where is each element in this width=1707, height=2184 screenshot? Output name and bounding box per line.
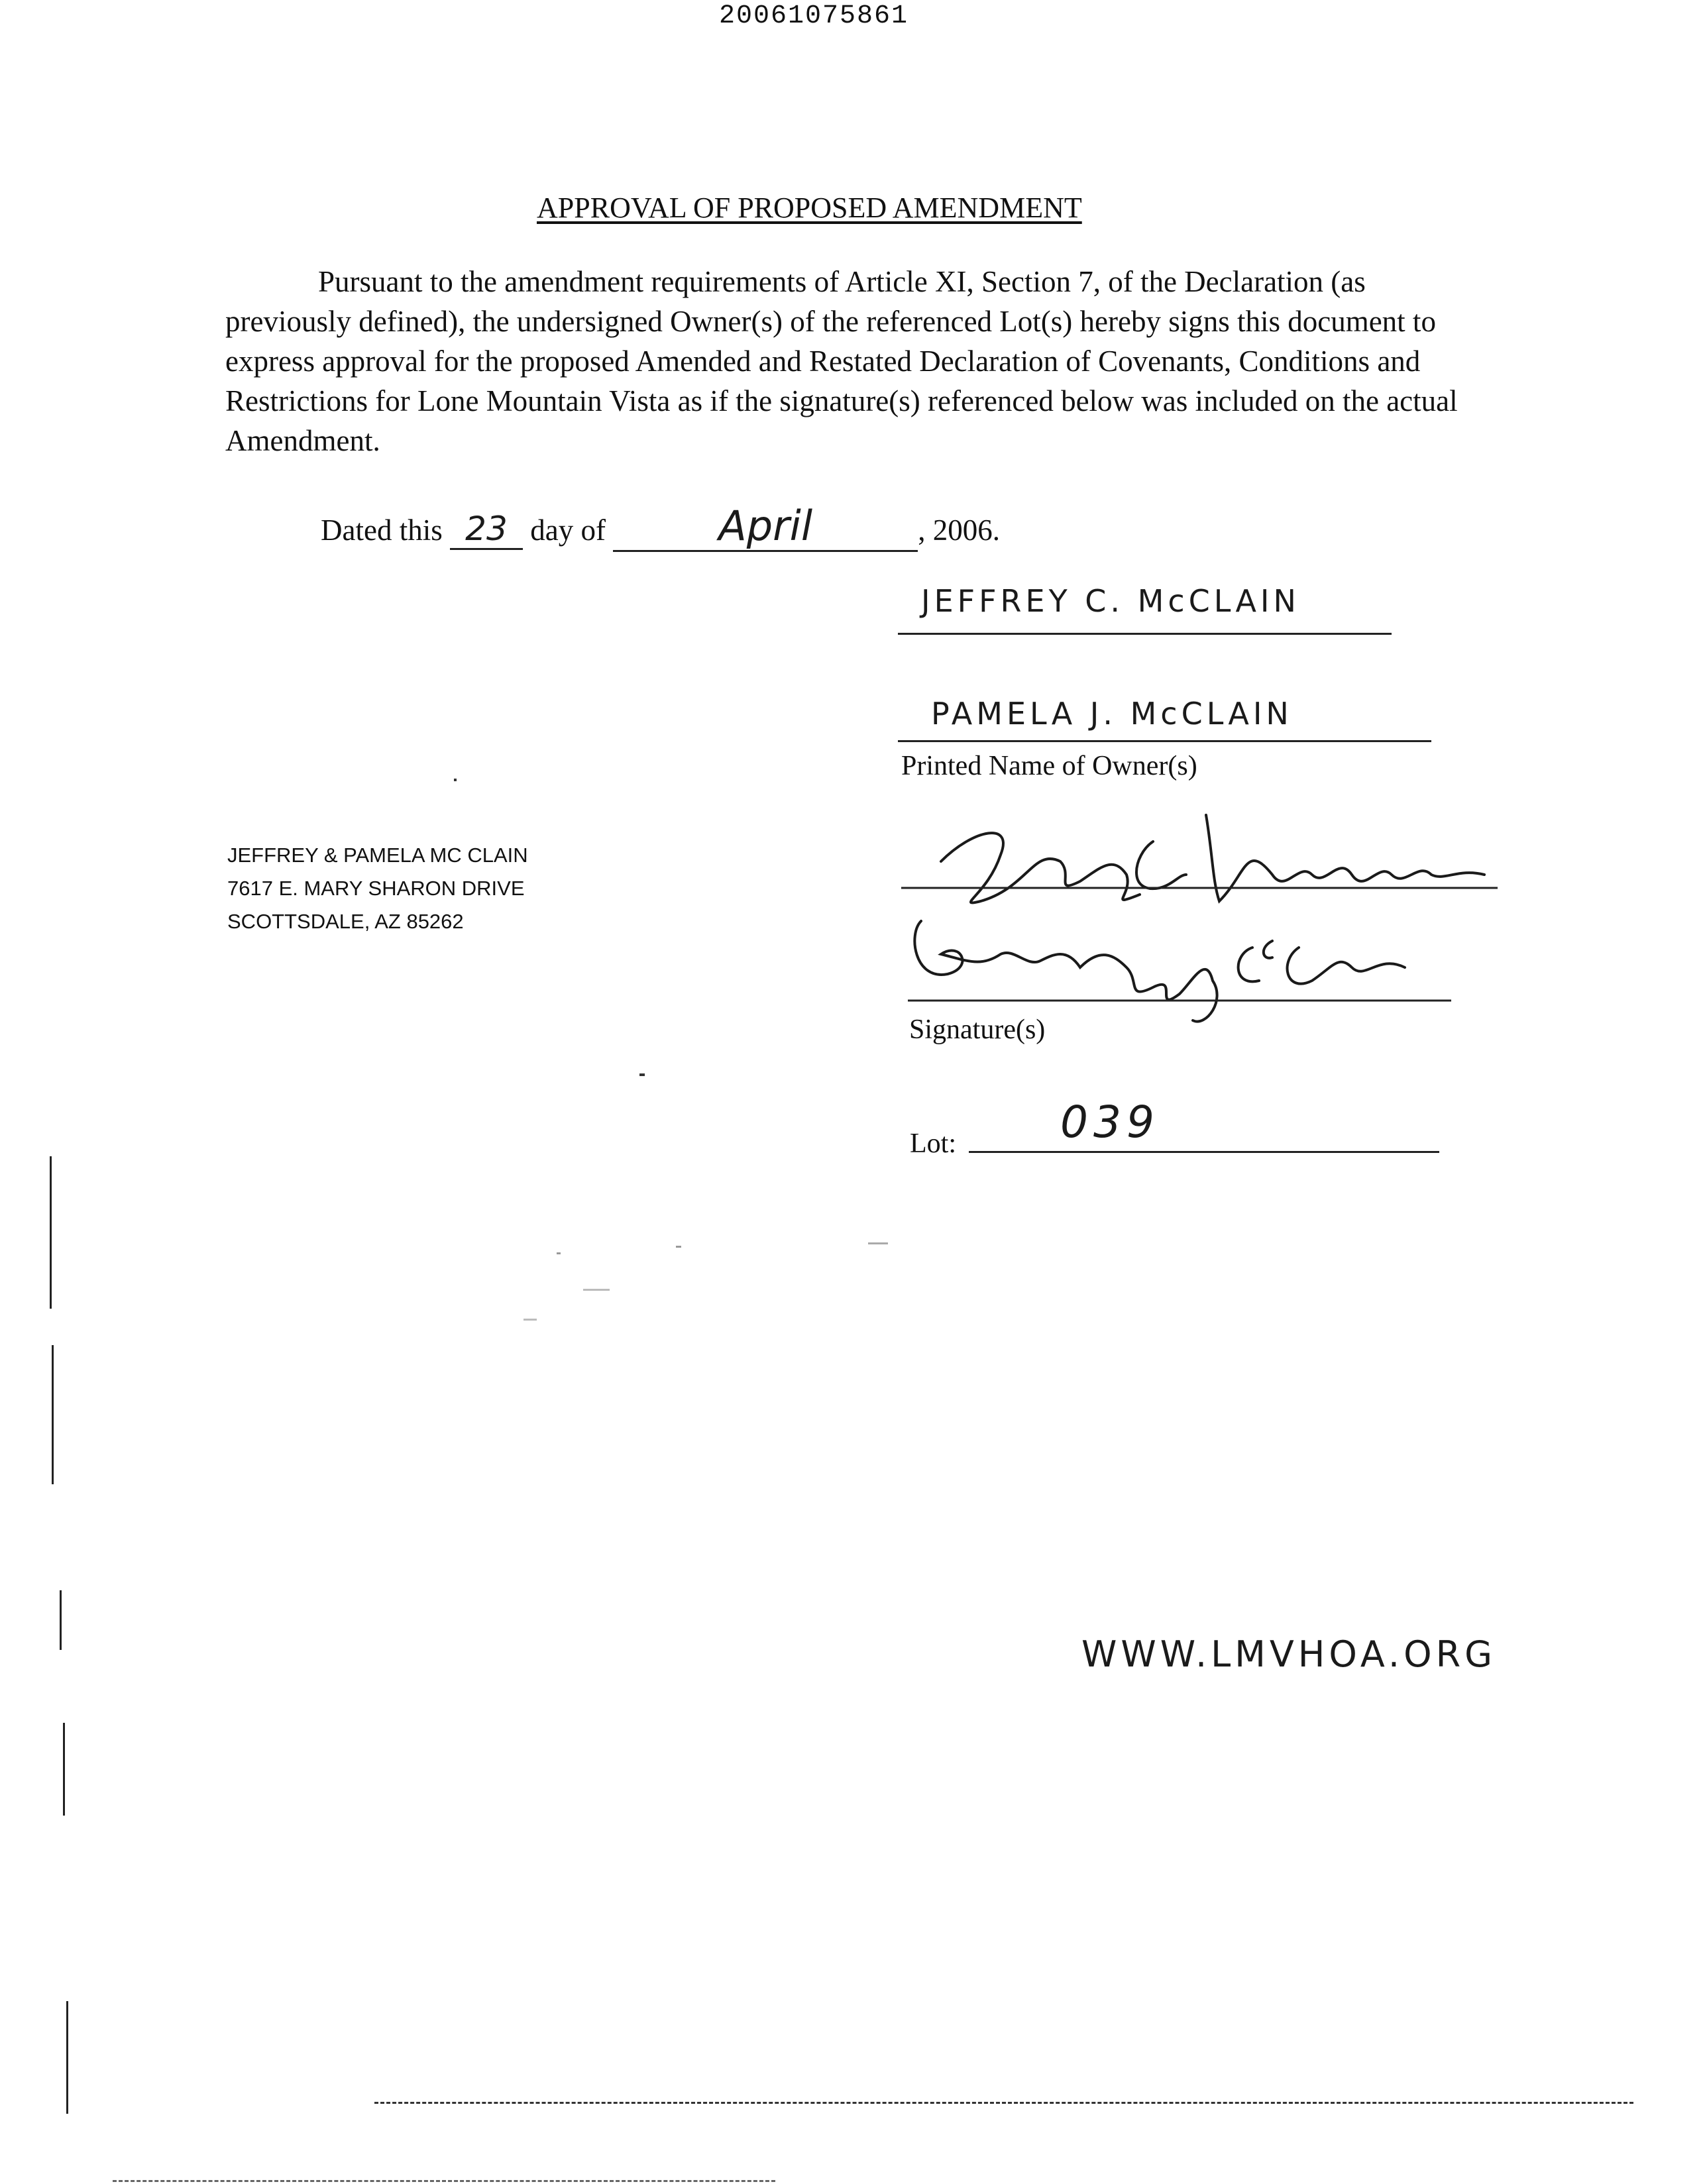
scan-mark — [60, 1590, 62, 1650]
lot-label: Lot: — [910, 1128, 956, 1159]
printed-name-1-line — [898, 633, 1392, 635]
page-title: APPROVAL OF PROPOSED AMENDMENT — [537, 191, 1082, 224]
dated-day-field: 23 — [450, 510, 523, 550]
printed-name-label: Printed Name of Owner(s) — [901, 751, 1197, 781]
scan-speck — [583, 1289, 610, 1291]
scan-mark — [63, 1723, 65, 1816]
signature-image — [901, 802, 1517, 1047]
owner-address — [227, 839, 528, 938]
printed-name-2-line — [898, 740, 1431, 742]
document-number: 20061075861 — [719, 1, 909, 31]
dated-line — [321, 502, 1000, 552]
dated-suffix: , 2006. — [918, 514, 1000, 547]
paragraph-text: Pursuant to the amendment requirements of Article XI, Section 7, of the Declaration (as previously defined), the undersigned Owner(s) of the referenced Lot(s) hereby signs this document to express approval for the proposed Amended and Restated Declaration of Covenants, Conditions and Restrictions for Lone Mountain Vista as if the signature(s) referenced below was included on the actual Amendment. — [225, 265, 1458, 457]
address-line-3: SCOTTSDALE, AZ 85262 — [227, 910, 464, 933]
lot-line — [969, 1151, 1439, 1153]
signature-label: Signature(s) — [909, 1014, 1046, 1045]
scan-speck — [557, 1252, 561, 1254]
address-line-1: JEFFREY & PAMELA MC CLAIN — [227, 844, 528, 867]
scan-dashed-line — [113, 2180, 775, 2182]
lot-value: 039 — [1060, 1097, 1160, 1148]
scan-speck — [676, 1246, 681, 1248]
dated-mid: day of — [530, 514, 606, 547]
scan-speck — [868, 1242, 888, 1244]
dated-month-field: April — [613, 502, 918, 552]
scan-dashed-line — [374, 2102, 1633, 2104]
printed-name-1: JEFFREY C. McCLAIN — [921, 583, 1300, 619]
scan-mark — [66, 2001, 68, 2114]
dated-prefix: Dated this — [321, 514, 443, 547]
scan-mark — [52, 1345, 54, 1484]
scan-speck — [639, 1073, 645, 1076]
handwritten-website: WWW.LMVHOA.ORG — [1081, 1633, 1496, 1675]
scan-speck — [454, 779, 457, 781]
scan-speck — [523, 1319, 537, 1321]
scan-mark — [50, 1156, 52, 1309]
approval-paragraph — [225, 262, 1471, 461]
address-line-2: 7617 E. MARY SHARON DRIVE — [227, 877, 525, 900]
printed-name-2: PAMELA J. McCLAIN — [931, 696, 1293, 732]
